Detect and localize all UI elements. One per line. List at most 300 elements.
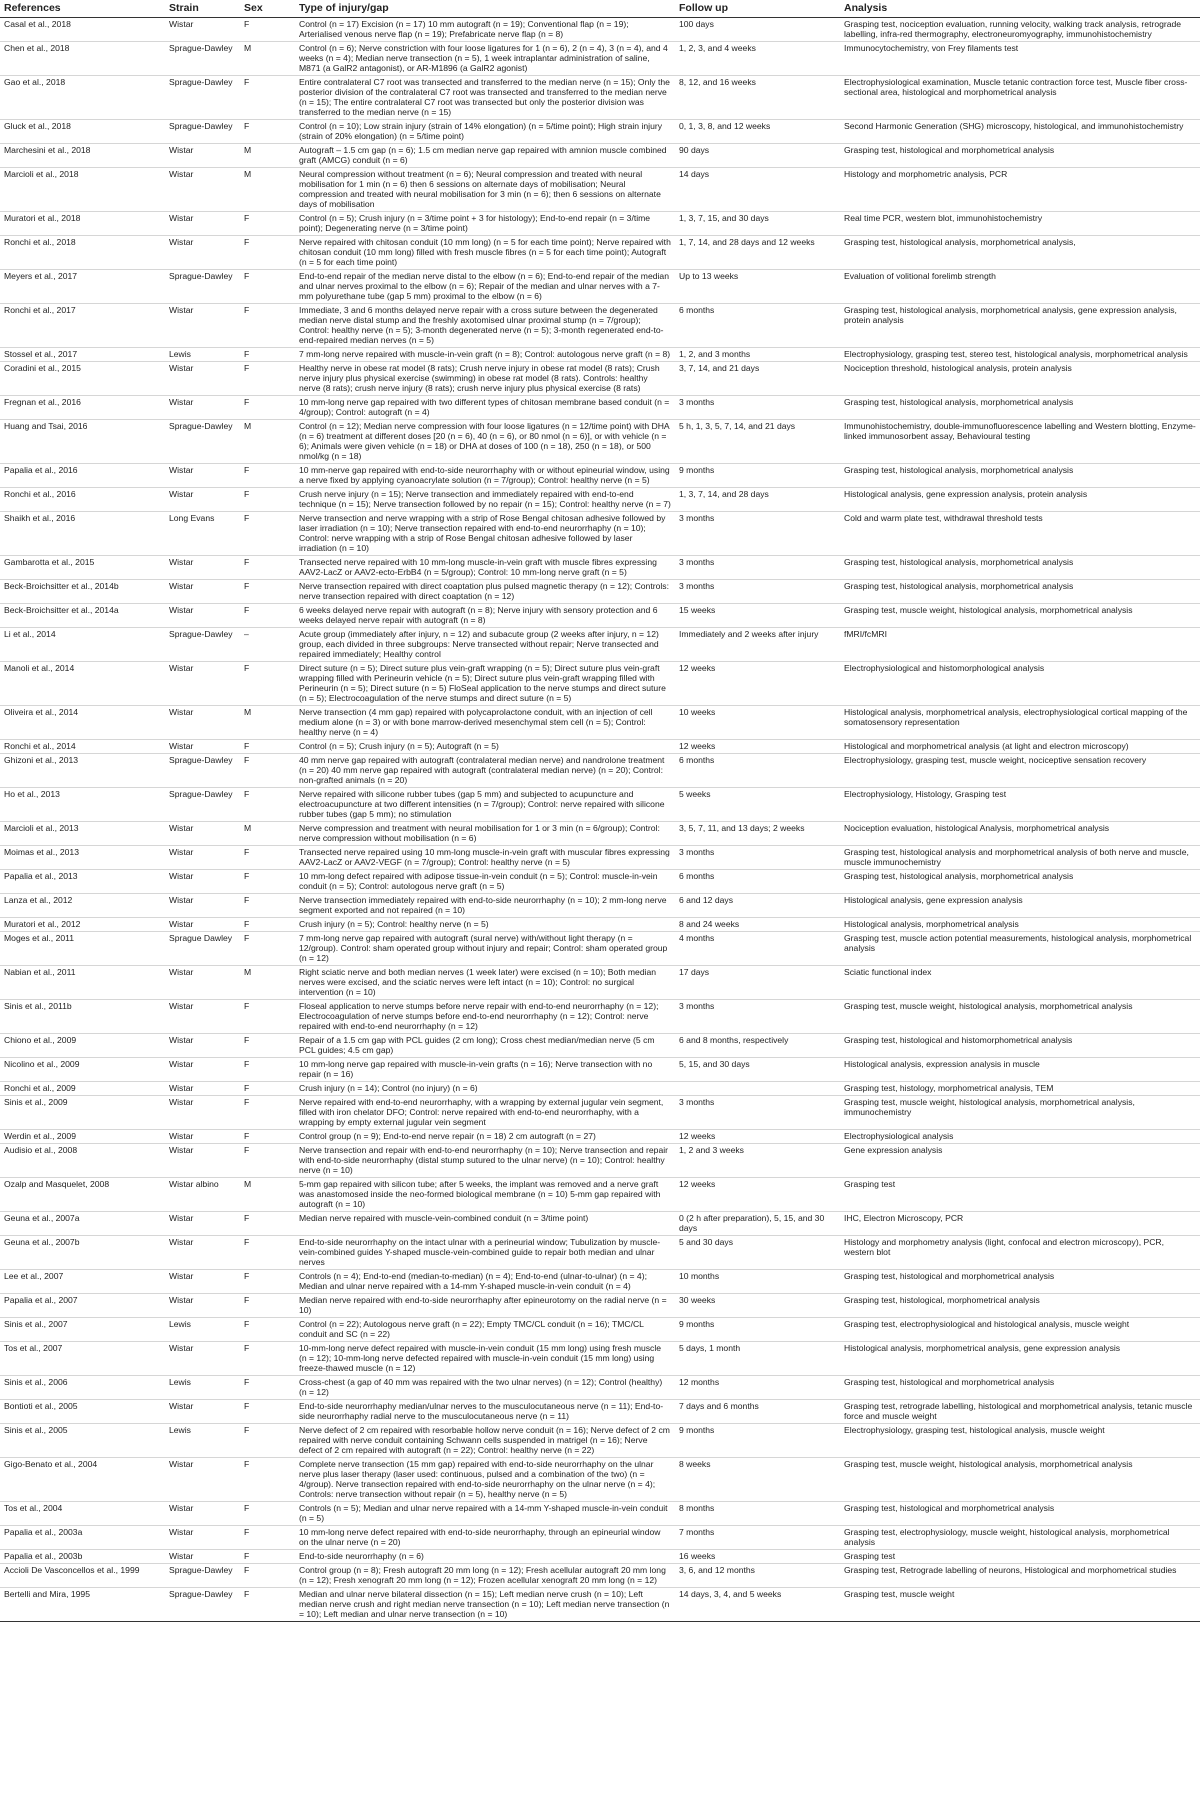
header-follow-up: Follow up <box>675 0 840 18</box>
reference-cell: Ho et al., 2013 <box>0 788 165 822</box>
sex-cell: F <box>240 1342 295 1376</box>
table-row <box>0 396 1200 420</box>
analysis-cell: Grasping test <box>840 1178 1200 1212</box>
follow-up-cell: 12 weeks <box>675 1130 840 1144</box>
follow-up-cell: 3 months <box>675 846 840 870</box>
table-row <box>0 966 1200 1000</box>
analysis-cell: Nociception evaluation, histological Analysis, morphometrical analysis <box>840 822 1200 846</box>
table-row <box>0 1424 1200 1458</box>
strain-cell: Wistar <box>165 236 240 270</box>
table-row <box>0 1502 1200 1526</box>
sex-cell: F <box>240 740 295 754</box>
follow-up-cell: 30 weeks <box>675 1294 840 1318</box>
table-row <box>0 18 1200 42</box>
reference-cell: Ronchi et al., 2018 <box>0 236 165 270</box>
sex-cell: F <box>240 1550 295 1564</box>
header-strain: Strain <box>165 0 240 18</box>
strain-cell: Sprague-Dawley <box>165 420 240 464</box>
sex-cell: F <box>240 1294 295 1318</box>
follow-up-cell: 5 h, 1, 3, 5, 7, 14, and 21 days <box>675 420 840 464</box>
reference-cell: Moges et al., 2011 <box>0 932 165 966</box>
analysis-cell: Grasping test, histological analysis, morphometrical analysis <box>840 396 1200 420</box>
sex-cell: F <box>240 1526 295 1550</box>
sex-cell: F <box>240 580 295 604</box>
table-row <box>0 512 1200 556</box>
analysis-cell: Grasping test, histological, morphometrical analysis <box>840 1294 1200 1318</box>
analysis-cell: Gene expression analysis <box>840 1144 1200 1178</box>
reference-cell: Werdin et al., 2009 <box>0 1130 165 1144</box>
sex-cell: F <box>240 488 295 512</box>
table-row <box>0 1270 1200 1294</box>
follow-up-cell: 0 (2 h after preparation), 5, 15, and 30 days <box>675 1212 840 1236</box>
sex-cell: F <box>240 1000 295 1034</box>
strain-cell: Wistar <box>165 1294 240 1318</box>
sex-cell: F <box>240 464 295 488</box>
analysis-cell: Cold and warm plate test, withdrawal threshold tests <box>840 512 1200 556</box>
strain-cell: Lewis <box>165 348 240 362</box>
analysis-cell: Grasping test, muscle action potential measurements, histological analysis, morphometrical analysis <box>840 932 1200 966</box>
table-row <box>0 1376 1200 1400</box>
table-row <box>0 120 1200 144</box>
injury-cell: Control (n = 6); Nerve constriction with four loose ligatures for 1 (n = 6), 2 (n = 4), 3 (n = 4), and 4 weeks (n = 4); Median nerve transection (n = 5), 1 week intraplantar administration of saline, M871 (a GalR2 antagonist), or AR-M1896 (a GalR2 agonist) <box>295 42 675 76</box>
reference-cell: Geuna et al., 2007a <box>0 1212 165 1236</box>
follow-up-cell: 6 and 8 months, respectively <box>675 1034 840 1058</box>
sex-cell: F <box>240 1212 295 1236</box>
table-row <box>0 1526 1200 1550</box>
header-injury: Type of injury/gap <box>295 0 675 18</box>
injury-cell: Crush nerve injury (n = 15); Nerve transection and immediately repaired with end-to-end technique (n = 15); Nerve transection followed by no repair (n = 15); Control: healthy nerve (n = 7) <box>295 488 675 512</box>
reference-cell: Accioli De Vasconcellos et al., 1999 <box>0 1564 165 1588</box>
follow-up-cell: 8 months <box>675 1502 840 1526</box>
reference-cell: Papalia et al., 2003b <box>0 1550 165 1564</box>
reference-cell: Manoli et al., 2014 <box>0 662 165 706</box>
reference-cell: Geuna et al., 2007b <box>0 1236 165 1270</box>
sex-cell: F <box>240 362 295 396</box>
analysis-cell: Grasping test, histological and morphometrical analysis <box>840 1270 1200 1294</box>
injury-cell: 7 mm-long nerve repaired with muscle-in-vein graft (n = 8); Control: autologous nerve graft (n = 8) <box>295 348 675 362</box>
analysis-cell: Grasping test, histological analysis, morphometrical analysis <box>840 464 1200 488</box>
strain-cell: Sprague-Dawley <box>165 42 240 76</box>
reference-cell: Oliveira et al., 2014 <box>0 706 165 740</box>
reference-cell: Stossel et al., 2017 <box>0 348 165 362</box>
injury-cell: Control group (n = 9); End-to-end nerve repair (n = 18) 2 cm autograft (n = 27) <box>295 1130 675 1144</box>
table-row <box>0 1236 1200 1270</box>
strain-cell: Wistar <box>165 464 240 488</box>
strain-cell: Wistar <box>165 662 240 706</box>
follow-up-cell: 3, 7, 14, and 21 days <box>675 362 840 396</box>
table-row <box>0 464 1200 488</box>
follow-up-cell: 12 weeks <box>675 740 840 754</box>
analysis-cell: Grasping test, histological analysis, morphometrical analysis, <box>840 236 1200 270</box>
table-row <box>0 1130 1200 1144</box>
injury-cell: End-to-end repair of the median nerve distal to the elbow (n = 6); End-to-end repair of the median and ulnar nerves proximal to the elbow (n = 6); Repair of the median and ulnar nerves with a 7-mm polyurethane tube (gap 5 mm) proximal to the elbow (n = 6) <box>295 270 675 304</box>
reference-cell: Moimas et al., 2013 <box>0 846 165 870</box>
sex-cell: M <box>240 168 295 212</box>
follow-up-cell: 8 and 24 weeks <box>675 918 840 932</box>
injury-cell: Repair of a 1.5 cm gap with PCL guides (2 cm long); Cross chest median/median nerve (5 cm PCL guides; 4.5 cm gap) <box>295 1034 675 1058</box>
table-row <box>0 894 1200 918</box>
strain-cell: Wistar <box>165 212 240 236</box>
reference-cell: Papalia et al., 2016 <box>0 464 165 488</box>
injury-cell: Nerve transection and nerve wrapping with a strip of Rose Bengal chitosan adhesive followed by laser irradiation (n = 10); Nerve transection repaired with end-to-end neurorrhaphy (n = 10); Control: nerve wrapping with a strip of Rose Bengal chitosan adhesive followed by laser irradiation (n = 10) <box>295 512 675 556</box>
sex-cell: F <box>240 1236 295 1270</box>
analysis-cell: Grasping test, histology, morphometrical analysis, TEM <box>840 1082 1200 1096</box>
follow-up-cell: 12 weeks <box>675 662 840 706</box>
follow-up-cell: 3, 6, and 12 months <box>675 1564 840 1588</box>
strain-cell: Wistar <box>165 1082 240 1096</box>
injury-cell: Control (n = 10); Low strain injury (strain of 14% elongation) (n = 5/time point); High strain injury (strain of 20% elongation) (n = 5/time point) <box>295 120 675 144</box>
reference-cell: Tos et al., 2007 <box>0 1342 165 1376</box>
injury-cell: Controls (n = 5); Median and ulnar nerve repaired with a 14-mm Y-shaped muscle-in-vein conduit (n = 5) <box>295 1502 675 1526</box>
reference-cell: Ronchi et al., 2017 <box>0 304 165 348</box>
follow-up-cell: 3 months <box>675 580 840 604</box>
sex-cell: F <box>240 236 295 270</box>
sex-cell: M <box>240 706 295 740</box>
injury-cell: 5-mm gap repaired with silicon tube; after 5 weeks, the implant was removed and a nerve graft was anastomosed inside the neo-formed biological membrane (n = 10) 5-mm gap repaired with autograft (n = 10) <box>295 1178 675 1212</box>
reference-cell: Chen et al., 2018 <box>0 42 165 76</box>
injury-cell: Transected nerve repaired using 10 mm-long muscle-in-vein graft with muscular fibres expressing AAV2-LacZ or AAV2-VEGF (n = 7/group); Control: healthy nerve (n = 5) <box>295 846 675 870</box>
table-row <box>0 1550 1200 1564</box>
follow-up-cell: 1, 2, 3, and 4 weeks <box>675 42 840 76</box>
follow-up-cell: 9 months <box>675 1424 840 1458</box>
strain-cell: Wistar <box>165 1096 240 1130</box>
analysis-cell: Histological analysis, morphometrical analysis, gene expression analysis <box>840 1342 1200 1376</box>
reference-cell: Bertelli and Mira, 1995 <box>0 1588 165 1622</box>
reference-cell: Tos et al., 2004 <box>0 1502 165 1526</box>
strain-cell: Lewis <box>165 1424 240 1458</box>
follow-up-cell: 14 days <box>675 168 840 212</box>
sex-cell: F <box>240 396 295 420</box>
table-header <box>0 0 1200 18</box>
follow-up-cell: 1, 2 and 3 weeks <box>675 1144 840 1178</box>
sex-cell: F <box>240 348 295 362</box>
sex-cell: F <box>240 212 295 236</box>
table-row <box>0 1294 1200 1318</box>
table-body <box>0 18 1200 1622</box>
analysis-cell: Grasping test, histological and morphometrical analysis <box>840 1376 1200 1400</box>
analysis-cell: Grasping test, histological and morphometrical analysis <box>840 144 1200 168</box>
table-row <box>0 1564 1200 1588</box>
reference-cell: Papalia et al., 2013 <box>0 870 165 894</box>
reference-cell: Marcioli et al., 2018 <box>0 168 165 212</box>
table-row <box>0 580 1200 604</box>
strain-cell: Wistar <box>165 1144 240 1178</box>
strain-cell: Wistar <box>165 706 240 740</box>
reference-cell: Meyers et al., 2017 <box>0 270 165 304</box>
reference-cell: Gigo-Benato et al., 2004 <box>0 1458 165 1502</box>
sex-cell: M <box>240 966 295 1000</box>
strain-cell: Wistar <box>165 1400 240 1424</box>
sex-cell: F <box>240 918 295 932</box>
reference-cell: Muratori et al., 2018 <box>0 212 165 236</box>
reference-cell: Fregnan et al., 2016 <box>0 396 165 420</box>
follow-up-cell: 6 months <box>675 870 840 894</box>
strain-cell: Sprague-Dawley <box>165 76 240 120</box>
injury-cell: Control (n = 12); Median nerve compression with four loose ligatures (n = 12/time point) with DHA (n = 6) treatment at different doses [20 (n = 6), 40 (n = 6), or 80 nmol (n = 6)], or with vehicle (n = 6); Animals were given vehicle (n = 18) or DHA at doses of 100 (n = 18), 250 (n = 18), or 500 nmol/kg (n = 18) <box>295 420 675 464</box>
follow-up-cell: 5 and 30 days <box>675 1236 840 1270</box>
table-row <box>0 628 1200 662</box>
strain-cell: Wistar <box>165 894 240 918</box>
strain-cell: Lewis <box>165 1376 240 1400</box>
strain-cell: Wistar <box>165 1526 240 1550</box>
strain-cell: Wistar <box>165 304 240 348</box>
follow-up-cell: 16 weeks <box>675 1550 840 1564</box>
analysis-cell: Real time PCR, western blot, immunohistochemistry <box>840 212 1200 236</box>
analysis-cell: Grasping test, histological analysis, morphometrical analysis <box>840 870 1200 894</box>
injury-cell: 10 mm-long nerve defect repaired with end-to-side neurorrhaphy, through an epineurial window on the ulnar nerve (n = 20) <box>295 1526 675 1550</box>
analysis-cell: Immunohistochemistry, double-immunofluorescence labelling and Western blotting, Enzyme-linked immunosorbent assay, Behavioural testing <box>840 420 1200 464</box>
analysis-cell: Electrophysiology, grasping test, histological analysis, muscle weight <box>840 1424 1200 1458</box>
table-row <box>0 1178 1200 1212</box>
reference-cell: Ronchi et al., 2016 <box>0 488 165 512</box>
injury-cell: Controls (n = 4); End-to-end (median-to-median) (n = 4); End-to-end (ulnar-to-ulnar) (n = 4); Median and ulnar nerve repaired with a 14-mm Y-shaped muscle-in-vein conduit (n = 4) <box>295 1270 675 1294</box>
follow-up-cell: 10 months <box>675 1270 840 1294</box>
reference-cell: Nicolino et al., 2009 <box>0 1058 165 1082</box>
strain-cell: Wistar <box>165 822 240 846</box>
injury-cell: Nerve transection (4 mm gap) repaired with polycaprolactone conduit, with an injection of cell medium alone (n = 3) or with bone marrow-derived mesenchymal stem cell (n = 5); Control: healthy nerve (n = 4) <box>295 706 675 740</box>
injury-cell: Control (n = 22); Autologous nerve graft (n = 22); Empty TMC/CL conduit (n = 16); TMC/CL conduit and SC (n = 22) <box>295 1318 675 1342</box>
reference-cell: Lee et al., 2007 <box>0 1270 165 1294</box>
table-row <box>0 168 1200 212</box>
strain-cell: Wistar <box>165 1550 240 1564</box>
reference-cell: Muratori et al., 2012 <box>0 918 165 932</box>
analysis-cell: Histological analysis, morphometrical analysis <box>840 918 1200 932</box>
follow-up-cell: 7 days and 6 months <box>675 1400 840 1424</box>
sex-cell: F <box>240 512 295 556</box>
analysis-cell: Grasping test, muscle weight, histological analysis, morphometrical analysis <box>840 1458 1200 1502</box>
injury-cell: Nerve repaired with end-to-end neurorrhaphy, with a wrapping by external jugular vein segment, filled with iron chelator DFO; Control: nerve repaired with end-to-end neurorrhaphy, with a wrapping by empty external jugular vein segment <box>295 1096 675 1130</box>
strain-cell: Wistar <box>165 144 240 168</box>
strain-cell: Wistar <box>165 846 240 870</box>
analysis-cell: Grasping test, histological analysis, morphometrical analysis, gene expression analysis, protein analysis <box>840 304 1200 348</box>
follow-up-cell: 1, 2, and 3 months <box>675 348 840 362</box>
reference-cell: Ronchi et al., 2009 <box>0 1082 165 1096</box>
analysis-cell: Grasping test, histological analysis and morphometrical analysis of both nerve and muscle, muscle immunochemistry <box>840 846 1200 870</box>
table-row <box>0 932 1200 966</box>
analysis-cell: Histology and morphometric analysis, PCR <box>840 168 1200 212</box>
table-row <box>0 822 1200 846</box>
reference-cell: Gambarotta et al., 2015 <box>0 556 165 580</box>
analysis-cell: Grasping test, histological analysis, morphometrical analysis <box>840 580 1200 604</box>
injury-cell: Control (n = 5); Crush injury (n = 3/time point + 3 for histology); End-to-end repair (n = 3/time point); Degenerating nerve (n = 3/time point) <box>295 212 675 236</box>
strain-cell: Sprague-Dawley <box>165 270 240 304</box>
injury-cell: 6 weeks delayed nerve repair with autograft (n = 8); Nerve injury with sensory protection and 6 weeks delayed nerve repair with autograft (n = 8) <box>295 604 675 628</box>
table-row <box>0 1458 1200 1502</box>
follow-up-cell <box>675 1082 840 1096</box>
strain-cell: Wistar <box>165 18 240 42</box>
reference-cell: Sinis et al., 2007 <box>0 1318 165 1342</box>
reference-cell: Lanza et al., 2012 <box>0 894 165 918</box>
strain-cell: Wistar <box>165 1000 240 1034</box>
strain-cell: Wistar <box>165 362 240 396</box>
reference-cell: Sinis et al., 2006 <box>0 1376 165 1400</box>
sex-cell: F <box>240 1058 295 1082</box>
table-row <box>0 1000 1200 1034</box>
table-row <box>0 212 1200 236</box>
analysis-cell: Electrophysiology, grasping test, muscle weight, nociceptive sensation recovery <box>840 754 1200 788</box>
analysis-cell: Histological analysis, gene expression analysis <box>840 894 1200 918</box>
injury-cell: Crush injury (n = 5); Control: healthy nerve (n = 5) <box>295 918 675 932</box>
analysis-cell: Grasping test, muscle weight, histological analysis, morphometrical analysis <box>840 1000 1200 1034</box>
sex-cell: – <box>240 628 295 662</box>
follow-up-cell: 3 months <box>675 556 840 580</box>
sex-cell: M <box>240 144 295 168</box>
sex-cell: F <box>240 18 295 42</box>
reference-cell: Beck-Broichsitter et al., 2014b <box>0 580 165 604</box>
table-row <box>0 270 1200 304</box>
follow-up-cell: 5, 15, and 30 days <box>675 1058 840 1082</box>
sex-cell: F <box>240 1144 295 1178</box>
injury-cell: Control (n = 17) Excision (n = 17) 10 mm autograft (n = 19); Conventional flap (n = 19); Arterialised venous nerve flap (n = 19); Prefabricate nerve flap (n = 8) <box>295 18 675 42</box>
analysis-cell: Grasping test, histological and histomorphometrical analysis <box>840 1034 1200 1058</box>
sex-cell: F <box>240 932 295 966</box>
follow-up-cell: 3, 5, 7, 11, and 13 days; 2 weeks <box>675 822 840 846</box>
table-row <box>0 362 1200 396</box>
strain-cell: Wistar <box>165 1058 240 1082</box>
reference-cell: Gao et al., 2018 <box>0 76 165 120</box>
table-row <box>0 348 1200 362</box>
reference-cell: Coradini et al., 2015 <box>0 362 165 396</box>
strain-cell: Sprague-Dawley <box>165 628 240 662</box>
sex-cell: M <box>240 822 295 846</box>
table-row <box>0 918 1200 932</box>
analysis-cell: Immunocytochemistry, von Frey filaments test <box>840 42 1200 76</box>
injury-cell: Median nerve repaired with muscle-vein-combined conduit (n = 3/time point) <box>295 1212 675 1236</box>
table-row <box>0 846 1200 870</box>
sex-cell: F <box>240 1034 295 1058</box>
table-row <box>0 604 1200 628</box>
strain-cell: Wistar albino <box>165 1178 240 1212</box>
injury-cell: 10 mm-long nerve gap repaired with two different types of chitosan membrane based conduit (n = 4/group); Control: autograft (n = 4) <box>295 396 675 420</box>
table-row <box>0 1082 1200 1096</box>
follow-up-cell: 90 days <box>675 144 840 168</box>
table-row <box>0 488 1200 512</box>
reference-cell: Sinis et al., 2011b <box>0 1000 165 1034</box>
analysis-cell: Evaluation of volitional forelimb strength <box>840 270 1200 304</box>
follow-up-cell: 8 weeks <box>675 1458 840 1502</box>
analysis-cell: fMRI/fcMRI <box>840 628 1200 662</box>
follow-up-cell: Immediately and 2 weeks after injury <box>675 628 840 662</box>
injury-cell: 40 mm nerve gap repaired with autograft (contralateral median nerve) and nandrolone treatment (n = 20) 40 mm nerve gap repaired with autograft (contralateral median nerve) (n = 20); Control: non-grafted animals (n = 20) <box>295 754 675 788</box>
follow-up-cell: 1, 7, 14, and 28 days and 12 weeks <box>675 236 840 270</box>
header-sex: Sex <box>240 0 295 18</box>
analysis-cell: Grasping test, nociception evaluation, running velocity, walking track analysis, retrograde labelling, infra-red thermography, electroneuromyography, immunohistochemistry <box>840 18 1200 42</box>
strain-cell: Wistar <box>165 966 240 1000</box>
analysis-cell: Sciatic functional index <box>840 966 1200 1000</box>
injury-cell: Nerve defect of 2 cm repaired with resorbable hollow nerve conduit (n = 16); Nerve defect of 2 cm repaired with nerve conduit containing Schwann cells suspended in matrigel (n = 16); Nerve defect of 2 cm repaired with autograft (n = 22); Control: healthy nerve (n = 22) <box>295 1424 675 1458</box>
injury-cell: Crush injury (n = 14); Control (no injury) (n = 6) <box>295 1082 675 1096</box>
sex-cell: F <box>240 1082 295 1096</box>
table-row <box>0 1400 1200 1424</box>
table-row <box>0 1318 1200 1342</box>
sex-cell: F <box>240 870 295 894</box>
header-row <box>0 0 1200 18</box>
reference-cell: Li et al., 2014 <box>0 628 165 662</box>
strain-cell: Sprague Dawley <box>165 932 240 966</box>
header-analysis: Analysis <box>840 0 1200 18</box>
sex-cell: F <box>240 1270 295 1294</box>
analysis-cell: Second Harmonic Generation (SHG) microscopy, histological, and immunohistochemistry <box>840 120 1200 144</box>
follow-up-cell: 6 months <box>675 304 840 348</box>
analysis-cell: Electrophysiological analysis <box>840 1130 1200 1144</box>
follow-up-cell: 14 days, 3, 4, and 5 weeks <box>675 1588 840 1622</box>
injury-cell: Nerve transection immediately repaired with end-to-side neurorrhaphy (n = 10); 2 mm-long nerve segment exported and not repaired (n = 10) <box>295 894 675 918</box>
table-row <box>0 304 1200 348</box>
follow-up-cell: 9 months <box>675 464 840 488</box>
injury-cell: 10 mm-long defect repaired with adipose tissue-in-vein conduit (n = 5); Control: muscle-in-vein conduit (n = 5); Control: autologous nerve graft (n = 5) <box>295 870 675 894</box>
strain-cell: Sprague-Dawley <box>165 120 240 144</box>
sex-cell: M <box>240 420 295 464</box>
analysis-cell: Histological analysis, expression analysis in muscle <box>840 1058 1200 1082</box>
strain-cell: Wistar <box>165 870 240 894</box>
follow-up-cell: 3 months <box>675 1000 840 1034</box>
sex-cell: F <box>240 1096 295 1130</box>
strain-cell: Wistar <box>165 1212 240 1236</box>
table-row <box>0 662 1200 706</box>
follow-up-cell: 5 weeks <box>675 788 840 822</box>
strain-cell: Wistar <box>165 1342 240 1376</box>
injury-cell: Median nerve repaired with end-to-side neurorrhaphy after epineurotomy on the radial nerve (n = 10) <box>295 1294 675 1318</box>
reference-cell: Papalia et al., 2003a <box>0 1526 165 1550</box>
injury-cell: Nerve repaired with silicone rubber tubes (gap 5 mm) and subjected to acupuncture and electroacupuncture at two different intensities (n = 7/group); Control: nerve repaired with silicone rubber tubes (gap 5 mm); no stimulation <box>295 788 675 822</box>
table-row <box>0 420 1200 464</box>
table-row <box>0 76 1200 120</box>
follow-up-cell: 7 months <box>675 1526 840 1550</box>
injury-cell: 7 mm-long nerve gap repaired with autograft (sural nerve) with/without light therapy (n = 12/group). Control: sham operated group without injury and repair; Control: sham operated group (n = 12) <box>295 932 675 966</box>
reference-cell: Ronchi et al., 2014 <box>0 740 165 754</box>
table-row <box>0 42 1200 76</box>
follow-up-cell: 3 months <box>675 396 840 420</box>
reference-cell: Ghizoni et al., 2013 <box>0 754 165 788</box>
strain-cell: Wistar <box>165 488 240 512</box>
sex-cell: F <box>240 754 295 788</box>
strain-cell: Wistar <box>165 556 240 580</box>
strain-cell: Wistar <box>165 604 240 628</box>
injury-cell: 10 mm-nerve gap repaired with end-to-side neurorrhaphy with or without epineurial window, using a nerve fixed by applying cyanoacrylate solution (n = 7/group); Control: healthy nerve (n = 5) <box>295 464 675 488</box>
follow-up-cell: 0, 1, 3, 8, and 12 weeks <box>675 120 840 144</box>
strain-cell: Wistar <box>165 918 240 932</box>
follow-up-cell: Up to 13 weeks <box>675 270 840 304</box>
analysis-cell: Grasping test, electrophysiology, muscle weight, histological analysis, morphometrical analysis <box>840 1526 1200 1550</box>
strain-cell: Lewis <box>165 1318 240 1342</box>
strain-cell: Wistar <box>165 1034 240 1058</box>
injury-cell: Nerve compression and treatment with neural mobilisation for 1 or 3 min (n = 6/group); Control: nerve compression without mobilisation (n = 6) <box>295 822 675 846</box>
reference-cell: Shaikh et al., 2016 <box>0 512 165 556</box>
strain-cell: Wistar <box>165 1458 240 1502</box>
sex-cell: F <box>240 846 295 870</box>
analysis-cell: Grasping test, muscle weight, histological analysis, morphometrical analysis <box>840 604 1200 628</box>
table-row <box>0 740 1200 754</box>
strain-cell: Sprague-Dawley <box>165 754 240 788</box>
reference-cell: Chiono et al., 2009 <box>0 1034 165 1058</box>
analysis-cell: Electrophysiology, grasping test, stereo test, histological analysis, morphometrical analysis <box>840 348 1200 362</box>
analysis-cell: Grasping test, Retrograde labelling of neurons, Histological and morphometrical studies <box>840 1564 1200 1588</box>
analysis-cell: Grasping test, histological analysis, morphometrical analysis <box>840 556 1200 580</box>
injury-cell: Median and ulnar nerve bilateral dissection (n = 15); Left median nerve crush (n = 10); Left median nerve crush and right median nerve transection (n = 10); Left median nerve transection (n = 10); Left median and ulnar nerve transection (n = 10) <box>295 1588 675 1622</box>
analysis-cell: Histological analysis, morphometrical analysis, electrophysiological cortical mapping of the somatosensory representation <box>840 706 1200 740</box>
injury-cell: Autograft – 1.5 cm gap (n = 6); 1.5 cm median nerve gap repaired with amnion muscle combined graft (AMCG) conduit (n = 6) <box>295 144 675 168</box>
sex-cell: F <box>240 1318 295 1342</box>
analysis-cell: Grasping test, muscle weight, histological analysis, morphometrical analysis, immunochemistry <box>840 1096 1200 1130</box>
follow-up-cell: 1, 3, 7, 14, and 28 days <box>675 488 840 512</box>
injury-cell: End-to-side neurorrhaphy (n = 6) <box>295 1550 675 1564</box>
table-row <box>0 706 1200 740</box>
follow-up-cell: 9 months <box>675 1318 840 1342</box>
sex-cell: F <box>240 304 295 348</box>
follow-up-cell: 17 days <box>675 966 840 1000</box>
follow-up-cell: 100 days <box>675 18 840 42</box>
injury-cell: Nerve transection and repair with end-to-end neurorrhaphy (n = 10); Nerve transection and repair with end-to-side neurorrhaphy (distal stump sutured to the ulnar nerve) (n = 10); Control: healthy nerve (n = 10) <box>295 1144 675 1178</box>
